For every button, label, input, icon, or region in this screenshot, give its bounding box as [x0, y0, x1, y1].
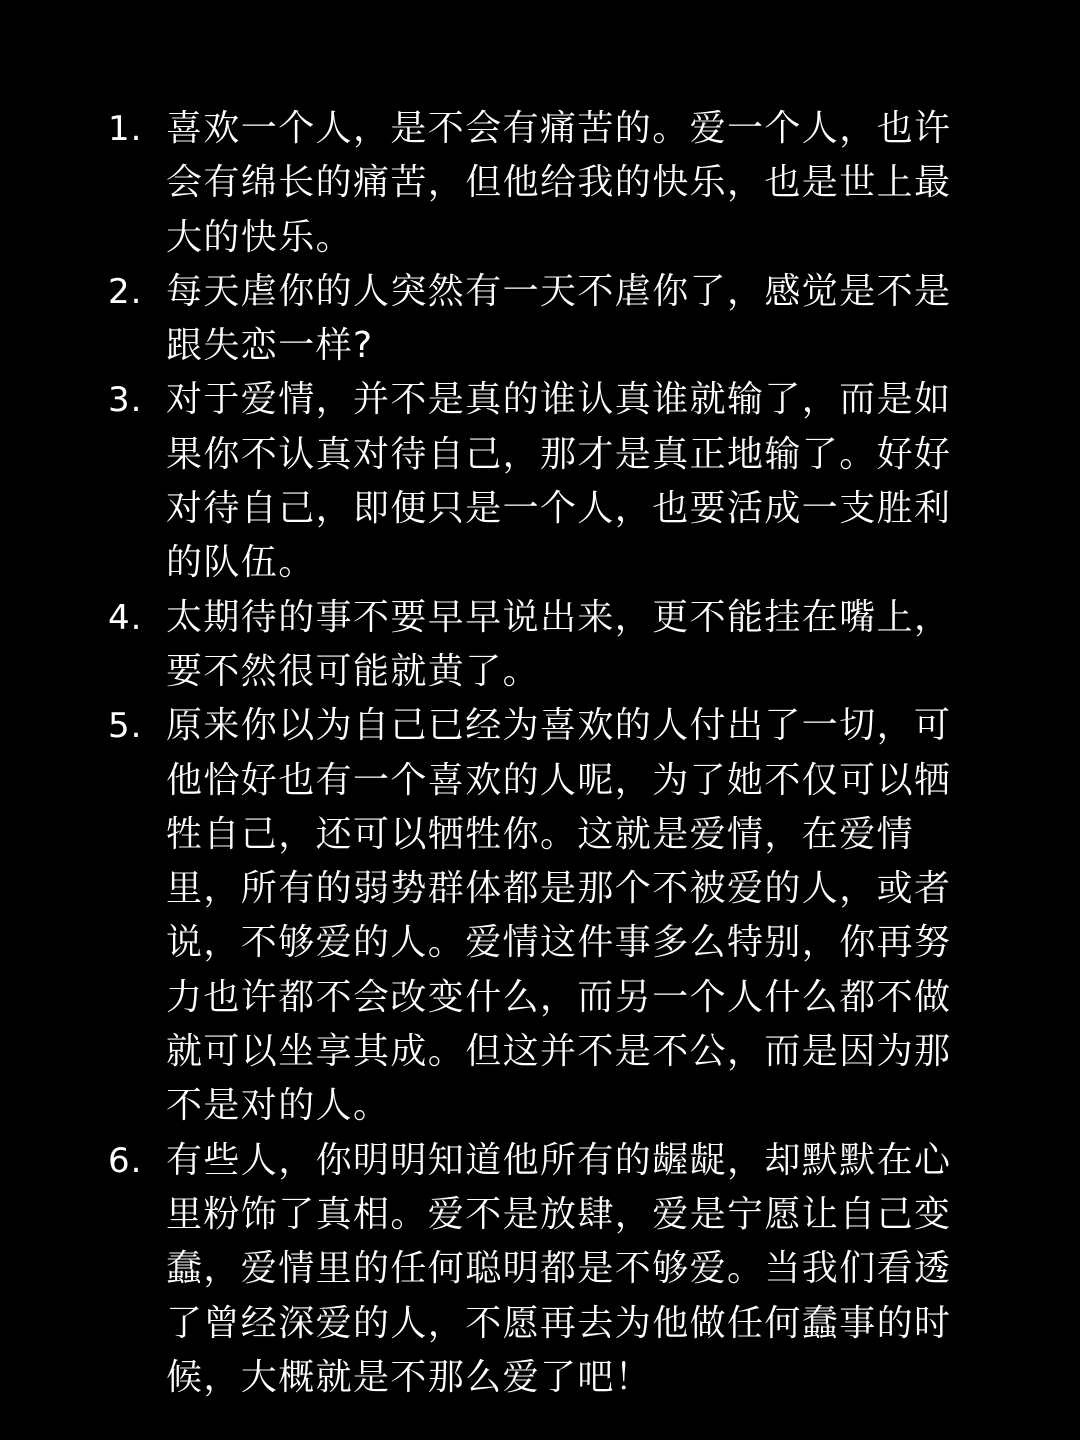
- list-item: [108, 1134, 988, 1405]
- list-item: [108, 265, 988, 374]
- list-number: 6.: [108, 1140, 143, 1181]
- quote-text: 太期待的事不要早早说出来，更不能挂在嘴上，要不然很可能就黄了。: [166, 596, 952, 692]
- list-number: 1.: [108, 109, 143, 149]
- quote-text: 原来你以为自己已经为喜欢的人付出了一切，可他恰好也有一个喜欢的人呢，为了她不仅可以牺牲自己，还可以牺牲你。这就是爱情，在爱情里，所有的弱势群体都是那个不被爱的人，或者说，不够爱的人。爱情这件事多么特别，你再努力也许都不会改变什么，而另一个人什么都不做就可以坐享其成。但这并不是不公，而是因为那不是对的人。: [166, 705, 952, 1127]
- list-item: [108, 591, 988, 700]
- list-item: [108, 102, 988, 265]
- list-number: 3.: [108, 380, 143, 421]
- list-item: [108, 699, 988, 1133]
- quote-text: 有些人，你明明知道他所有的龌龊，却默默在心里粉饰了真相。爱不是放肆，爱是宁愿让自己变蠢，爱情里的任何聪明都是不够爱。当我们看透了曾经深爱的人，不愿再去为他做任何蠢事的时候，大概就是不那么爱了吧！: [166, 1139, 952, 1398]
- quote-text: 喜欢一个人，是不会有痛苦的。爱一个人，也许会有绵长的痛苦，但他给我的快乐，也是世上最大的快乐。: [166, 108, 952, 258]
- quote-text: 每天虐你的人突然有一天不虐你了，感觉是不是跟失恋一样?: [166, 270, 952, 367]
- list-number: 5.: [108, 706, 143, 747]
- list-number: 2.: [108, 271, 143, 312]
- list-number: 4.: [108, 597, 143, 638]
- quote-text: 对于爱情，并不是真的谁认真谁就输了，而是如果你不认真对待自己，那才是真正地输了。好好对待自己，即便只是一个人，也要活成一支胜利的队伍。: [166, 379, 952, 584]
- list-item: [108, 373, 988, 590]
- quote-list: [108, 102, 988, 1405]
